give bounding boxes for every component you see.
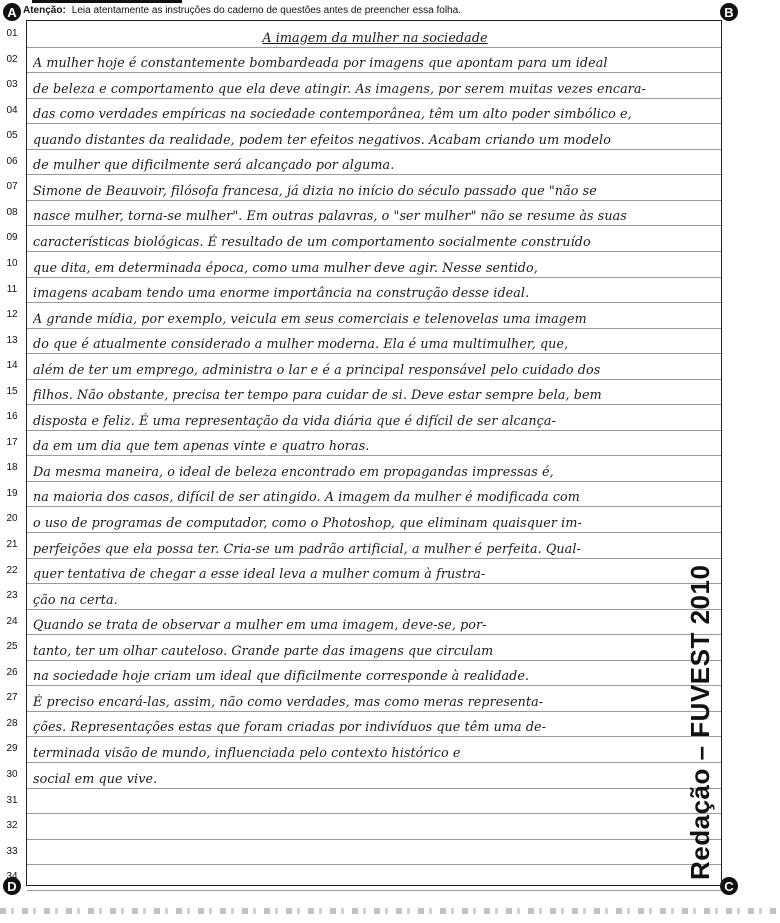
line-number: 19 [6, 487, 18, 499]
answer-line [6, 635, 721, 661]
handwritten-line: de mulher que dificilmente será alcançado por alguma. [33, 157, 395, 173]
answer-line [6, 252, 721, 278]
answer-line [6, 686, 721, 712]
handwritten-line: nasce mulher, torna-se mulher". Em outras palavras, o "ser mulher" não se resume às suas [33, 208, 627, 224]
line-number: 01 [6, 28, 18, 39]
line-number: 24 [6, 615, 18, 627]
line-number: 05 [6, 130, 18, 142]
handwritten-line: Da mesma maneira, o ideal de beleza encontrado em propagandas impressas é, [33, 463, 554, 479]
line-number: 33 [6, 845, 18, 857]
line-number: 22 [6, 564, 18, 576]
answer-line [6, 278, 721, 304]
line-number: 06 [6, 155, 18, 167]
answer-line [6, 22, 721, 48]
line-number: 26 [6, 666, 18, 678]
handwritten-line: de beleza e comportamento que ela deve atingir. As imagens, por serem muitas vezes encara- [33, 80, 646, 96]
answer-line [6, 559, 721, 585]
handwritten-line: das como verdades empíricas na sociedade contemporânea, têm um alto poder simbólico e, [33, 106, 632, 122]
line-number: 34 [6, 871, 18, 883]
handwritten-line: ção na certa. [33, 591, 118, 607]
scan-edge [0, 908, 780, 914]
handwritten-line: na maioria dos casos, difícil de ser atingido. A imagem da mulher é modificada com [33, 489, 580, 505]
line-number: 28 [6, 717, 18, 729]
answer-line [6, 431, 721, 457]
answer-line [6, 354, 721, 380]
handwritten-line: imagens acabam tendo uma enorme importância na construção desse ideal. [33, 285, 530, 301]
line-number: 16 [6, 411, 18, 423]
line-number: 31 [6, 794, 18, 806]
handwritten-line: social em que vive. [33, 770, 158, 786]
answer-line [6, 507, 721, 533]
handwritten-line: quando distantes da realidade, podem ter efeitos negativos. Acabam criando um modelo [33, 131, 611, 147]
answer-line [6, 73, 721, 99]
answer-line [6, 99, 721, 125]
handwritten-line: A mulher hoje é constantemente bombardeada por imagens que apontam para um ideal [33, 55, 608, 71]
line-number: 10 [6, 257, 18, 269]
answer-line [6, 763, 721, 789]
handwritten-line: que dita, em determinada época, como uma mulher deve agir. Nesse sentido, [33, 259, 538, 275]
essay-title: A imagem da mulher na sociedade [262, 29, 488, 45]
line-number: 21 [6, 539, 18, 550]
answer-line [6, 405, 721, 431]
answer-line [6, 226, 721, 252]
answer-line [6, 329, 721, 355]
answer-line [6, 584, 721, 610]
attention-text: Leia atentamente as instruções do caderno de questões antes de preencher essa folha. [71, 5, 461, 16]
line-number: 29 [6, 743, 18, 755]
answer-line [6, 840, 721, 866]
handwritten-line: perfeições que ela possa ter. Cria-se um padrão artificial, a mulher é perfeita. Qual- [33, 540, 581, 556]
corner-mark-c: C [720, 877, 738, 895]
handwritten-line: quer tentativa de chegar a esse ideal leva a mulher comum à frustra- [33, 566, 486, 582]
handwritten-line: A grande mídia, por exemplo, veicula em seus comerciais e telenovelas uma imagem [33, 310, 587, 326]
answer-line [6, 661, 721, 687]
answer-line [6, 124, 721, 150]
line-number: 02 [6, 53, 18, 65]
answer-line [6, 789, 721, 815]
handwritten-line: do que é atualmente considerado a mulher moderna. Ela é uma multimulher, que, [33, 336, 569, 352]
handwritten-line: ções. Representações estas que foram criadas por indivíduos que têm uma de- [33, 719, 547, 735]
corner-mark-a: A [3, 3, 21, 21]
line-number: 12 [6, 309, 18, 321]
handwritten-line: o uso de programas de computador, como o Photoshop, que eliminam quaisquer im- [33, 515, 582, 531]
line-number: 03 [6, 79, 18, 91]
answer-line [6, 201, 721, 227]
line-number: 23 [6, 590, 18, 602]
answer-line [6, 175, 721, 201]
handwritten-line: disposta e feliz. É uma representação da vida diária que é difícil de ser alcança- [33, 412, 556, 428]
line-number: 18 [6, 462, 18, 474]
answer-line [6, 814, 721, 840]
line-number: 15 [6, 385, 18, 397]
answer-line [6, 712, 721, 738]
handwritten-line: além de ter um emprego, administra o lar e é a principal responsável pelo cuidado dos [33, 361, 601, 377]
line-number: 30 [6, 768, 18, 780]
answer-line [6, 150, 721, 176]
handwritten-line: Simone de Beauvoir, filósofa francesa, já dizia no início do século passado que "não se [33, 182, 597, 198]
line-number: 07 [6, 181, 18, 193]
answer-line [6, 48, 721, 74]
line-number: 32 [6, 820, 18, 832]
answer-line [6, 380, 721, 406]
handwritten-line: filhos. Não obstante, precisa ter tempo para cuidar de si. Deve estar sempre bela, bem [33, 387, 602, 403]
corner-mark-b: B [720, 3, 738, 21]
line-number: 04 [6, 104, 18, 116]
line-number: 27 [6, 692, 18, 704]
handwritten-line: É preciso encará-las, assim, não como verdades, mas como meras representa- [33, 693, 544, 709]
handwritten-line: da em um dia que tem apenas vinte e quatro horas. [33, 438, 370, 454]
answer-line [6, 533, 721, 559]
side-label: Redação – FUVEST 2010 [685, 564, 715, 880]
line-number: 11 [6, 283, 18, 295]
line-number: 13 [6, 334, 18, 346]
corner-mark-d: D [3, 877, 21, 895]
answer-line [6, 737, 721, 763]
line-number: 08 [6, 206, 18, 218]
line-number: 09 [6, 232, 18, 244]
answer-line [6, 456, 721, 482]
line-number: 25 [6, 641, 18, 653]
handwritten-line: Quando se trata de observar a mulher em uma imagem, deve-se, por- [33, 617, 487, 633]
answer-line [6, 482, 721, 508]
handwritten-line: terminada visão de mundo, influenciada pelo contexto histórico e [33, 744, 461, 760]
instructions-header [23, 5, 461, 16]
line-number: 17 [6, 436, 18, 448]
answer-line [6, 610, 721, 636]
answer-line [6, 865, 721, 891]
line-number: 14 [6, 360, 18, 372]
line-number: 20 [6, 513, 18, 525]
answer-line [6, 303, 721, 329]
handwritten-line: na sociedade hoje criam um ideal que dificilmente corresponde à realidade. [33, 668, 530, 684]
handwritten-line: tanto, ter um olhar cauteloso. Grande parte das imagens que circulam [33, 642, 494, 658]
header-bar [32, 0, 182, 3]
handwritten-line: características biológicas. É resultado de um comportamento socialmente construído [33, 233, 591, 249]
attention-label: Atenção: [23, 5, 66, 16]
